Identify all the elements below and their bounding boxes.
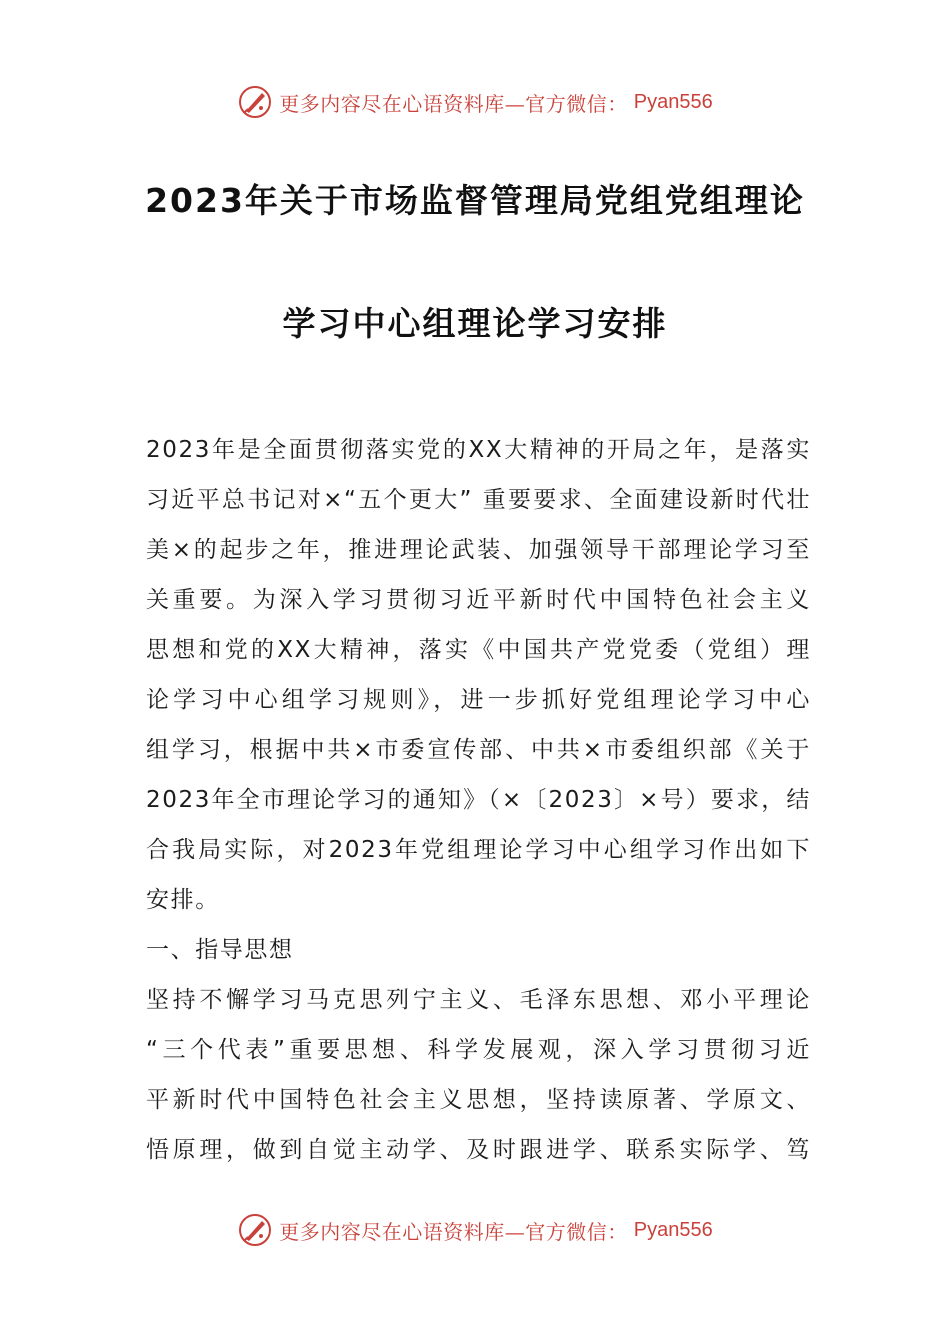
body-line: 2023年是全面贯彻落实党的XX大精神的开局之年，是落实 (146, 437, 811, 463)
body-line: 关重要。为深入学习贯彻习近平新时代中国特色社会主义 (146, 587, 811, 613)
watermark-text: 更多内容尽在心语资料库—官方微信： (279, 91, 628, 116)
quill-pen-logo-icon (237, 1212, 273, 1248)
watermark-text: 更多内容尽在心语资料库—官方微信： (279, 1219, 628, 1244)
header-watermark-banner (0, 82, 950, 122)
document-title-line-2: 学习中心组理论学习安排 (282, 304, 668, 343)
body-line: 坚持不懈学习马克思列宁主义、毛泽东思想、邓小平理论 (146, 987, 811, 1013)
document-title-line-1: 2023年关于市场监督管理局党组党组理论 (145, 181, 805, 220)
body-line: 思想和党的XX大精神，落实《中国共产党党委（党组）理 (146, 637, 811, 663)
body-line: 组学习，根据中共×市委宣传部、中共×市委组织部《关于 (146, 737, 811, 763)
section-heading: 一、指导思想 (146, 937, 294, 963)
body-line: 安排。 (146, 887, 220, 913)
body-line: 合我局实际，对2023年党组理论学习中心组学习作出如下 (146, 837, 811, 863)
body-line: 2023年全市理论学习的通知》（×〔2023〕×号）要求，结 (146, 787, 811, 813)
document-body (146, 425, 811, 1175)
body-line: 悟原理，做到自觉主动学、及时跟进学、联系实际学、笃 (146, 1137, 811, 1163)
footer-watermark-banner (0, 1210, 950, 1250)
body-line: 习近平总书记对×“五个更大” 重要要求、全面建设新时代壮 (146, 487, 811, 513)
body-line: 美×的起步之年，推进理论武装、加强领导干部理论学习至 (146, 537, 811, 563)
wechat-id: Pyan556 (633, 1218, 713, 1241)
wechat-id: Pyan556 (633, 90, 713, 113)
body-line: “三个代表”重要思想、科学发展观，深入学习贯彻习近 (146, 1037, 811, 1063)
quill-pen-logo-icon (237, 84, 273, 120)
body-line: 平新时代中国特色社会主义思想，坚持读原著、学原文、 (146, 1087, 811, 1113)
body-line: 论学习中心组学习规则》，进一步抓好党组理论学习中心 (146, 687, 811, 713)
